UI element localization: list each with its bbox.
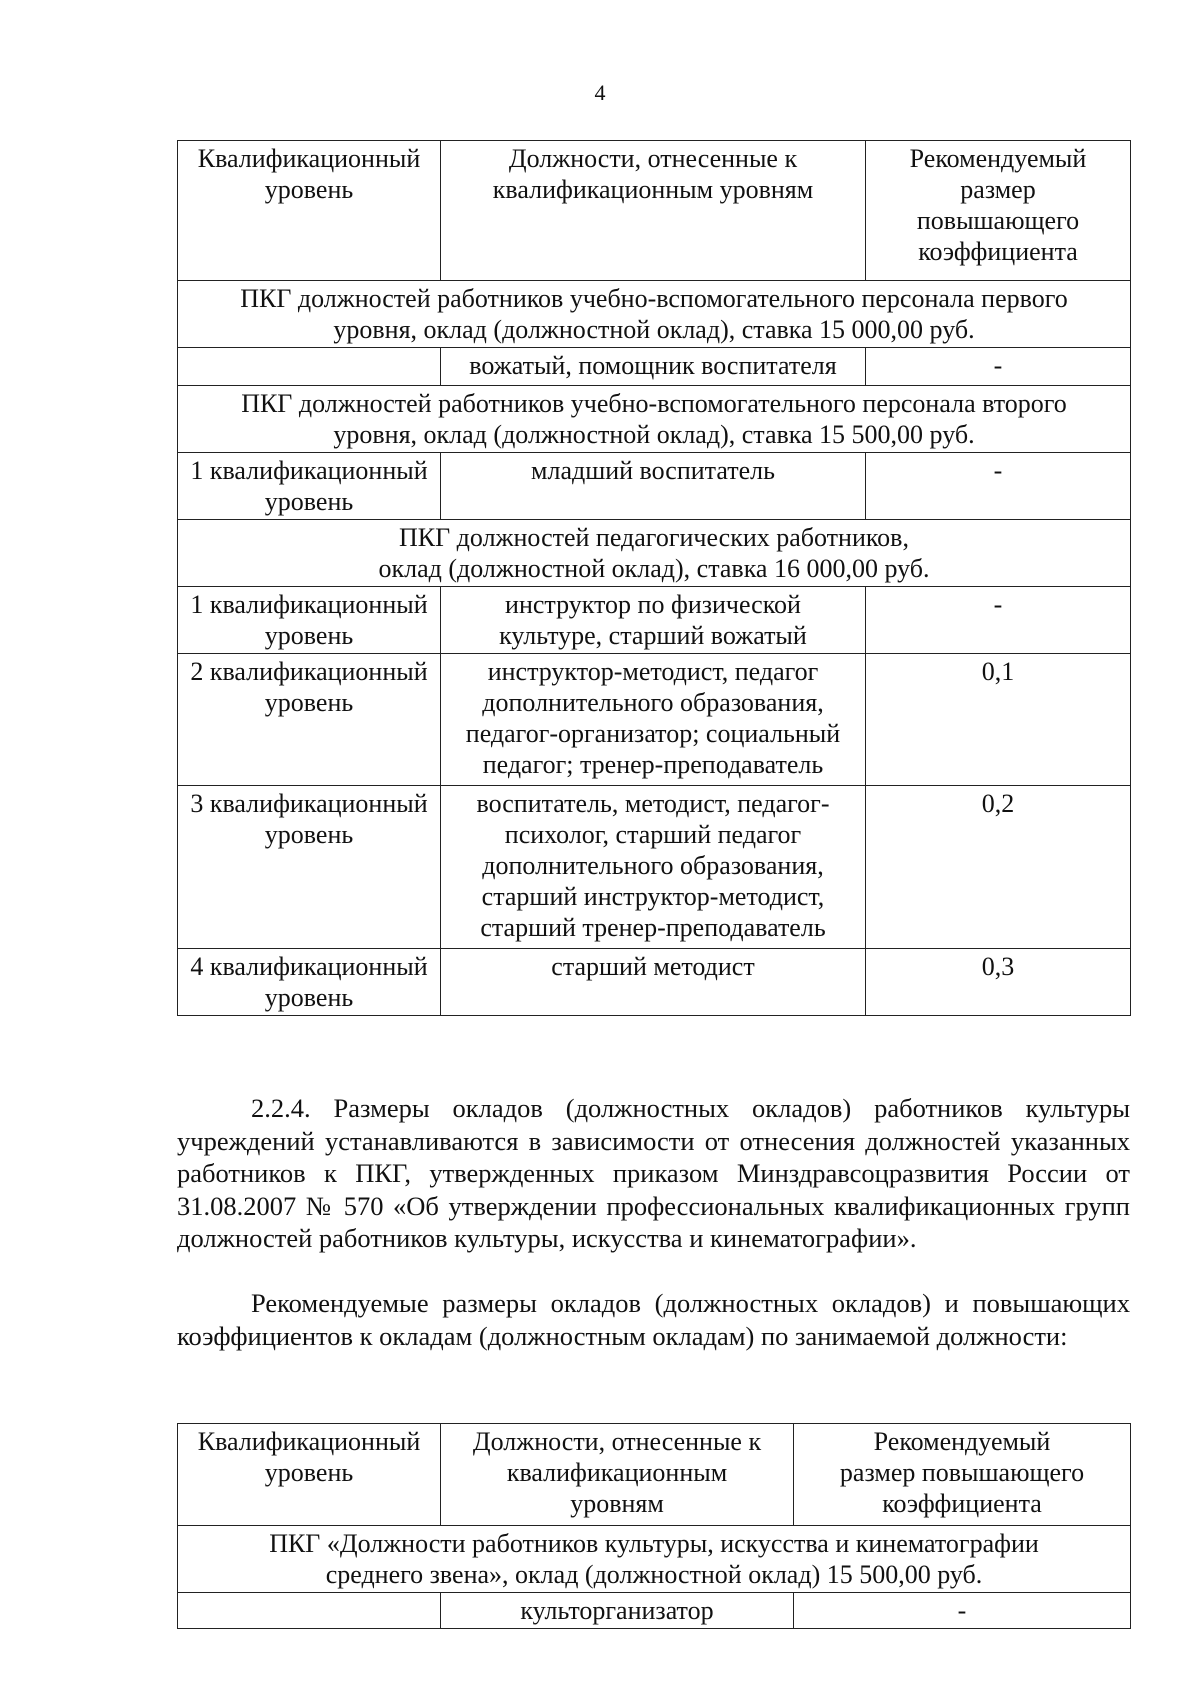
cell-coefficient: - [866,348,1131,386]
cell-positions: вожатый, помощник воспитателя [441,348,866,386]
cell-level: 3 квалификационный уровень [178,786,441,949]
positions-table-education [177,140,1131,1016]
cell-positions: инструктор-методист, педагог дополнительного образования, педагог-организатор; социальный педагог; тренер-преподаватель [441,654,866,786]
table-row [178,348,1131,386]
table-row [178,786,1131,949]
table-row [178,453,1131,520]
cell-coefficient: - [866,587,1131,654]
cell-coefficient: - [866,453,1131,520]
header-coefficient: Рекомендуемый размер повышающего коэффициента [866,141,1131,281]
cell-positions: культорганизатор [441,1593,794,1629]
paragraph-text: 2.2.4. Размеры окладов (должностных окладов) работников культуры учреждений устанавливаются в зависимости от отнесения должностей указанных работников к ПКГ, утвержденных приказом Минздравсоцразвития России от 31.08.2007 № 570 «Об утверждении профессиональных квалификационных групп должностей работников культуры, искусства и кинематографии». [177,1093,1130,1253]
header-positions: Должности, отнесенные к квалификационным уровням [441,1424,794,1526]
paragraph-text: Рекомендуемые размеры окладов (должностных окладов) и повышающих коэффициентов к окладам (должностным окладам) по занимаемой должности: [177,1288,1130,1351]
group-title-row [178,1526,1131,1593]
header-level: Квалификационный уровень [178,141,441,281]
cell-level [178,348,441,386]
header-coefficient: Рекомендуемый размер повышающего коэффициента [794,1424,1131,1526]
cell-level: 4 квалификационный уровень [178,949,441,1016]
table-row [178,949,1131,1016]
cell-coefficient: 0,3 [866,949,1131,1016]
cell-positions: воспитатель, методист, педагог- психолог, старший педагог дополнительного образования, старший инструктор-методист, старший тренер-преподаватель [441,786,866,949]
cell-coefficient: 0,2 [866,786,1131,949]
cell-coefficient: 0,1 [866,654,1131,786]
group-title-row [178,520,1131,587]
table-header-row [178,141,1131,281]
table-row [178,654,1131,786]
table-header-row [178,1424,1131,1526]
cell-level: 1 квалификационный уровень [178,453,441,520]
paragraph-2-2-4 [177,1092,1130,1255]
cell-positions: старший методист [441,949,866,1016]
cell-level: 1 квалификационный уровень [178,587,441,654]
header-positions: Должности, отнесенные к квалификационным уровням [441,141,866,281]
group-title: ПКГ должностей работников учебно-вспомогательного персонала второго уровня, оклад (должностной оклад), ставка 15 500,00 руб. [178,386,1131,453]
group-title: ПКГ должностей работников учебно-вспомогательного персонала первого уровня, оклад (должностной оклад), ставка 15 000,00 руб. [178,281,1131,348]
cell-positions: инструктор по физической культуре, старший вожатый [441,587,866,654]
header-level: Квалификационный уровень [178,1424,441,1526]
paragraph-recommended-sizes [177,1287,1130,1352]
group-title: ПКГ должностей педагогических работников, оклад (должностной оклад), ставка 16 000,00 руб. [178,520,1131,587]
cell-level [178,1593,441,1629]
page-number: 4 [594,80,606,105]
group-title-row [178,386,1131,453]
positions-table-culture [177,1423,1131,1629]
group-title: ПКГ «Должности работников культуры, искусства и кинематографии среднего звена», оклад (должностной оклад) 15 500,00 руб. [178,1526,1131,1593]
table-row [178,1593,1131,1629]
group-title-row [178,281,1131,348]
table-row [178,587,1131,654]
cell-positions: младший воспитатель [441,453,866,520]
cell-coefficient: - [794,1593,1131,1629]
cell-level: 2 квалификационный уровень [178,654,441,786]
